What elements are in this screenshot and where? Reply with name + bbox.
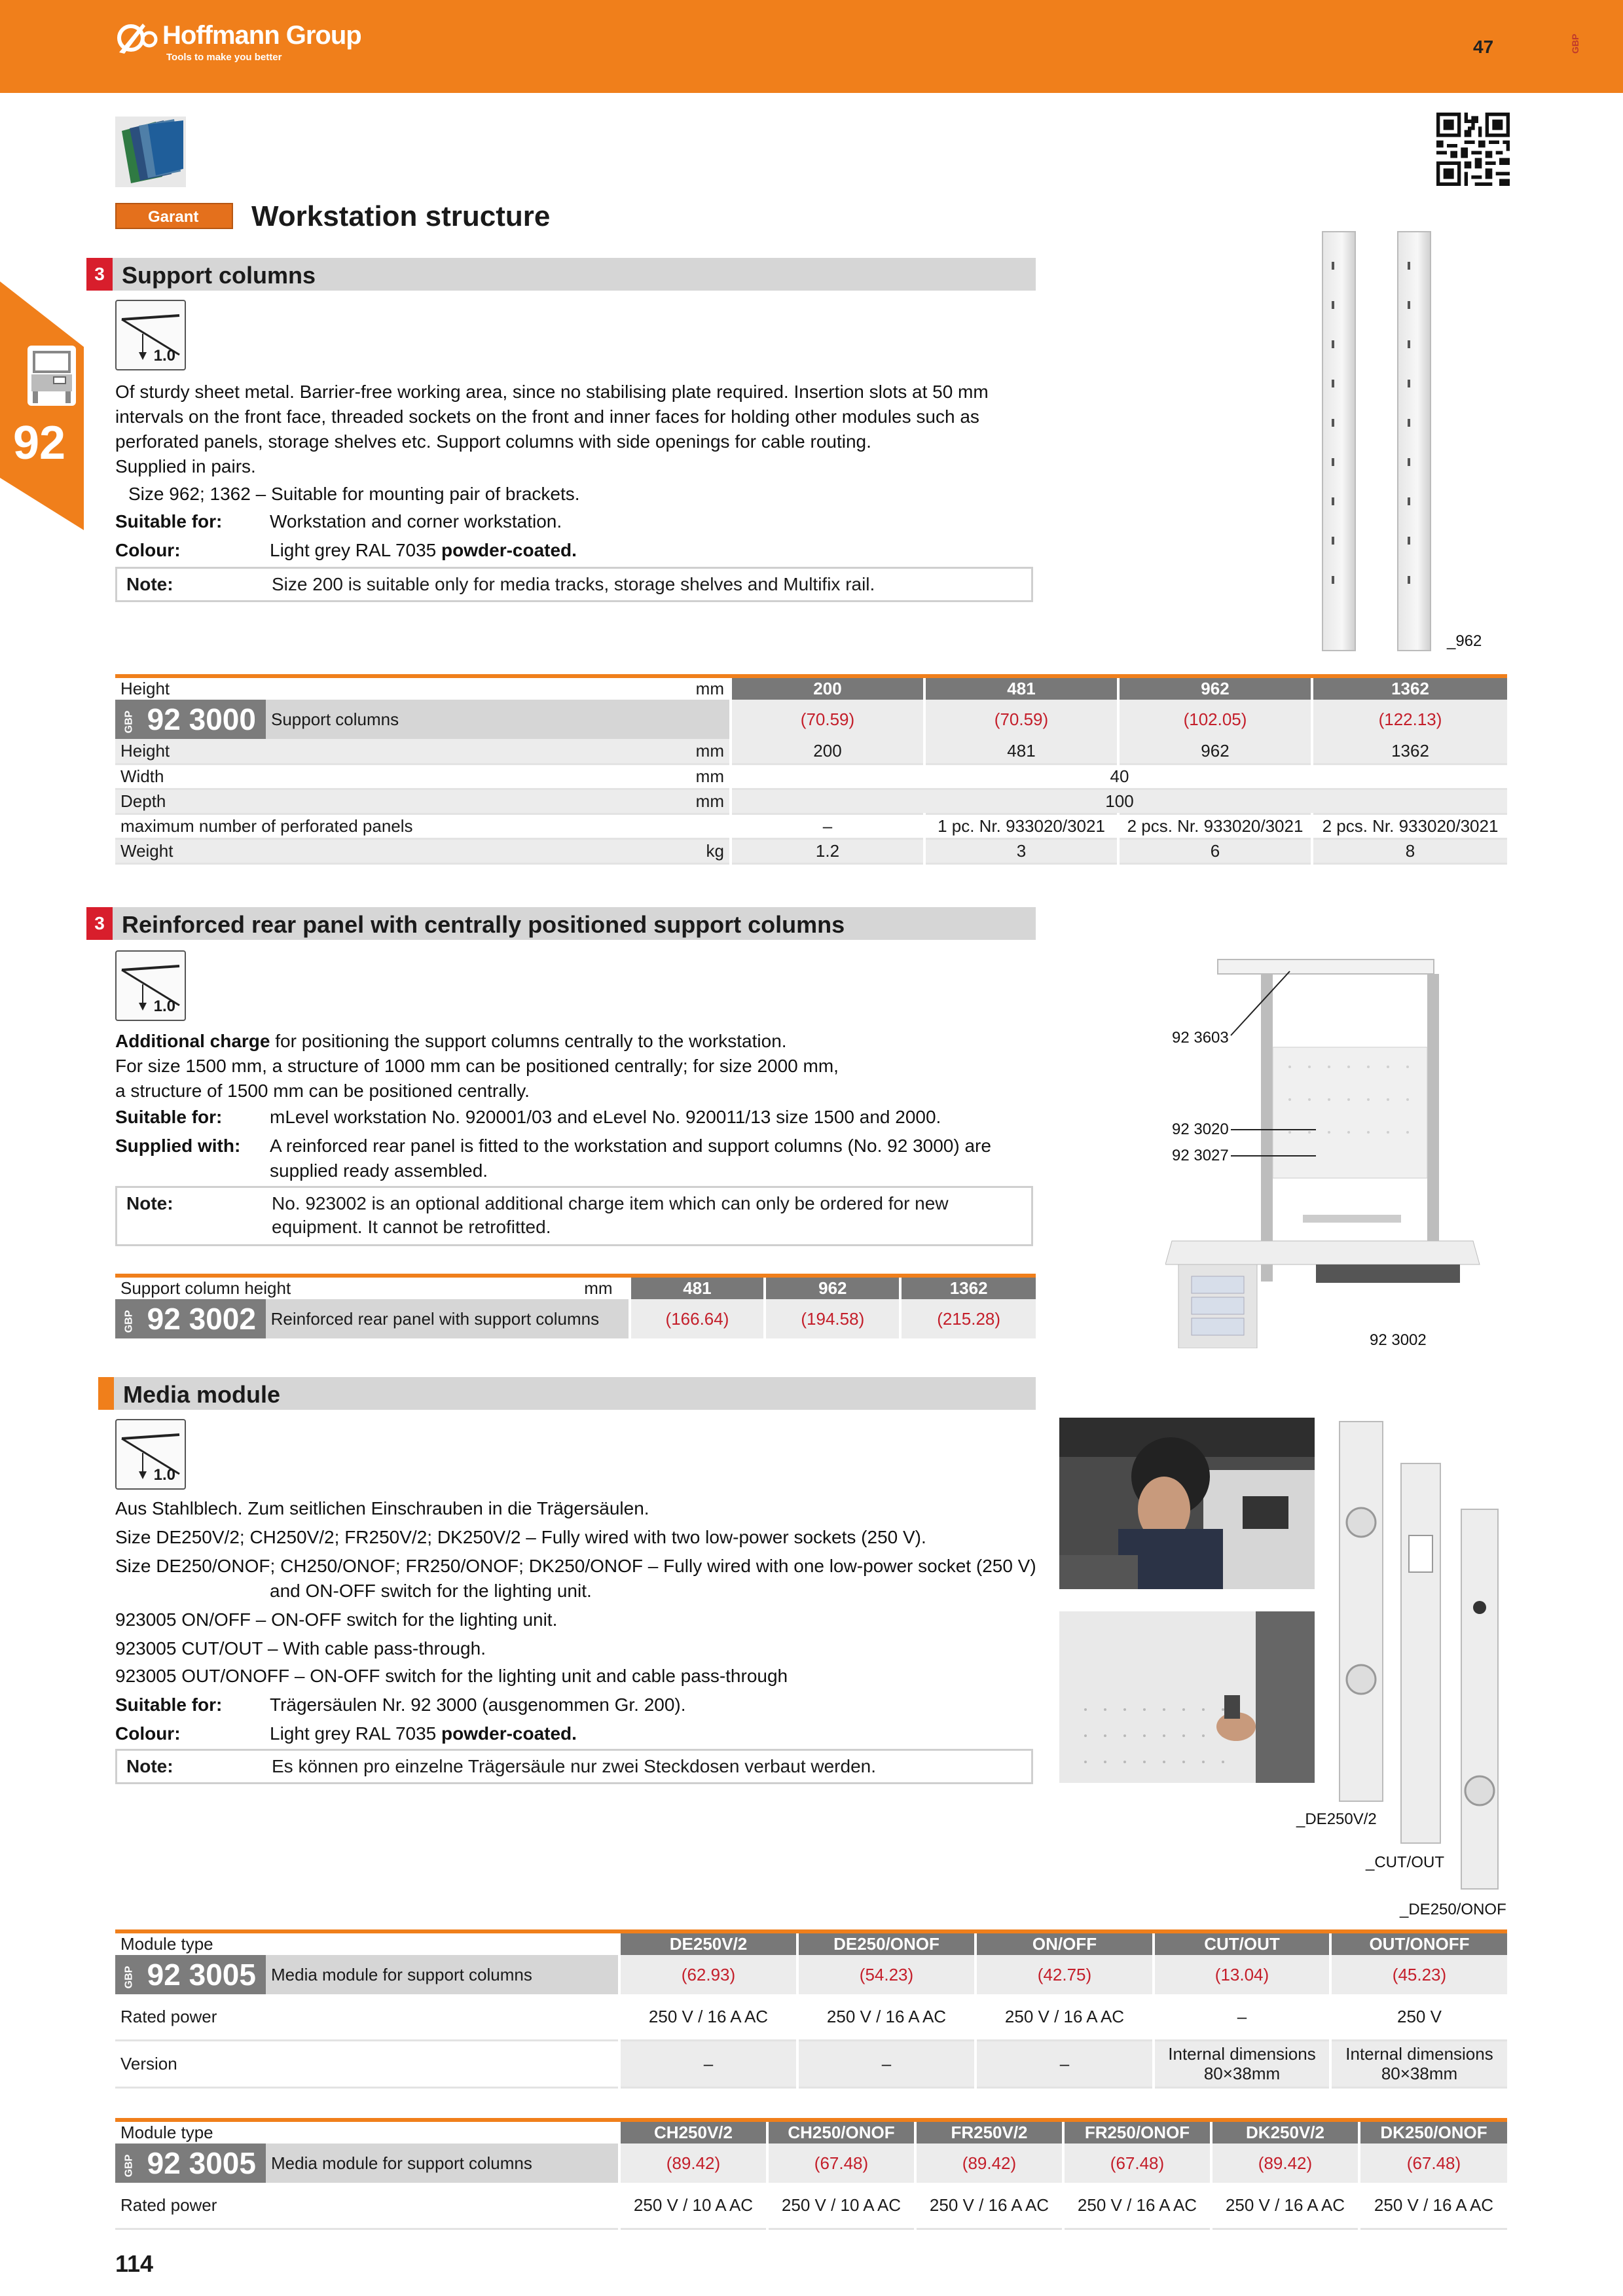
spec-value: 6 [1118, 838, 1312, 863]
size-info: Size 962; 1362 – Suitable for mounting pair of brackets. [128, 484, 580, 504]
size-col: 962 [1118, 676, 1312, 700]
suitable-label: Suitable for: [115, 511, 223, 531]
suitable-row [115, 1693, 1032, 1719]
supplied-value: supplied ready assembled. [270, 1160, 488, 1181]
size-col: 481 [630, 1276, 765, 1299]
size-col: 1362 [1312, 676, 1507, 700]
spec-value: 100 [731, 789, 1507, 814]
note-box [115, 1749, 1033, 1784]
colour-swatch-image [115, 117, 186, 187]
media-module-table-1 [115, 1929, 1507, 2089]
supplied-value: A reinforced rear panel is fitted to the workstation and support columns (No. 92 3000) are [270, 1136, 991, 1156]
suitable-label: Suitable for: [115, 1695, 223, 1715]
rear-panel-table [115, 1274, 1036, 1338]
note-label: Note: [126, 1193, 173, 1213]
head-unit: mm [619, 676, 731, 700]
colour-finish: powder-coated. [441, 1723, 577, 1744]
suitable-value: Workstation and corner workstation. [270, 511, 562, 531]
product-number-text: 92 3005 [147, 2146, 256, 2180]
spec-value: 250 V / 16 A AC [915, 2183, 1063, 2229]
price[interactable]: (42.75) [976, 1955, 1154, 1994]
spec-label: Width [115, 764, 619, 789]
media-module-products-image [1336, 1418, 1519, 1902]
note-text: Es können pro einzelne Trägersäule nur zwei Steckdosen verbaut werden. [272, 1756, 876, 1776]
note-box [115, 1186, 1033, 1246]
description-line: and ON-OFF switch for the lighting unit. [270, 1581, 592, 1601]
size-col: 481 [924, 676, 1118, 700]
spec-value: – [976, 2040, 1154, 2087]
suitable-row [115, 1105, 1032, 1131]
colour-row [115, 538, 1032, 564]
product-name: Media module for support columns [266, 2144, 619, 2183]
price[interactable]: (89.42) [915, 2144, 1063, 2183]
spec-value: – [619, 2040, 797, 2087]
spec-label: maximum number of perforated panels [115, 814, 619, 838]
additional-charge-label: Additional charge [115, 1031, 270, 1051]
description-line: Aus Stahlblech. Zum seitlichen Einschrauben in die Trägersäulen. [115, 1498, 649, 1518]
supplied-label: Supplied with: [115, 1136, 241, 1156]
spec-value: – [797, 2040, 976, 2087]
section-header-support-columns [86, 258, 1036, 291]
suitable-row [115, 509, 1032, 535]
spec-label: Weight [115, 838, 619, 863]
suitable-value: Trägersäulen Nr. 92 3000 (ausgenommen Gr. 200). [270, 1695, 686, 1715]
media-module-table-2 [115, 2118, 1507, 2230]
spec-value: 2 pcs. Nr. 933020/3021 [1118, 814, 1312, 838]
supply-info: Supplied in pairs. [115, 456, 256, 476]
image-caption: _DE250V/2 [1296, 1810, 1377, 1828]
description-line: Size DE250/ONOF; CH250/ONOF; FR250/ONOF; DK250/ONOF – Fully wired with one low-power socket (250 V) [115, 1556, 1036, 1576]
price[interactable]: (89.42) [1211, 2144, 1359, 2183]
colour-value: Light grey RAL 7035 [270, 1723, 442, 1744]
price[interactable]: (67.48) [767, 2144, 915, 2183]
description-line: For size 1500 mm, a structure of 1000 mm can be positioned centrally; for size 2000 mm, [115, 1056, 839, 1076]
spec-value: 250 V / 10 A AC [767, 2183, 915, 2229]
colour-value-wrap [270, 538, 577, 563]
type-col: DE250/ONOF [797, 1931, 976, 1955]
type-col: DE250V/2 [619, 1931, 797, 1955]
product-number: GBP 92 3002 [115, 1299, 266, 1338]
type-col: ON/OFF [976, 1931, 1154, 1955]
brand-logo [117, 21, 361, 63]
price[interactable]: (62.93) [619, 1955, 797, 1994]
price[interactable]: (13.04) [1154, 1955, 1330, 1994]
product-number-text: 92 3000 [147, 702, 256, 736]
spec-value: 250 V / 16 A AC [619, 1994, 797, 2040]
spec-value: 1.2 [731, 838, 924, 863]
product-name: Media module for support columns [266, 1955, 619, 1994]
spec-value: 250 V / 16 A AC [797, 1994, 976, 2040]
price[interactable]: (89.42) [619, 2144, 767, 2183]
section-header-rear-panel [86, 907, 1036, 940]
price[interactable]: (166.64) [630, 1299, 765, 1338]
spec-value: Internal dimensions 80×38mm [1154, 2040, 1330, 2087]
spec-value: 250 V [1330, 1994, 1507, 2040]
section-header-media-module [98, 1377, 1036, 1410]
spec-unit: mm [619, 739, 731, 764]
note-text: equipment. It cannot be retrofitted. [272, 1217, 551, 1237]
type-col: FR250/ONOF [1063, 2120, 1211, 2144]
spec-value: 481 [924, 739, 1118, 764]
section-title: Support columns [122, 262, 316, 289]
colour-label: Colour: [115, 1723, 181, 1744]
description-line: Size DE250V/2; CH250V/2; FR250V/2; DK250V/2 – Fully wired with two low-power sockets (250 V). [115, 1527, 926, 1547]
spec-value: 40 [731, 764, 1507, 789]
load-capacity-icon [115, 1419, 186, 1490]
media-module-photo-panel [1059, 1611, 1315, 1783]
workstation-icon [27, 346, 76, 406]
additional-charge-line [115, 1029, 787, 1054]
colour-value-wrap [270, 1721, 577, 1746]
head-label [115, 1276, 618, 1299]
brand-tagline: Tools to make you better [166, 52, 282, 63]
part-label: 92 3603 [1172, 1029, 1229, 1047]
load-capacity-icon [115, 950, 186, 1021]
product-number: GBP 92 3005 [115, 2144, 266, 2183]
spec-value: 250 V / 16 A AC [976, 1994, 1154, 2040]
product-number-text: 92 3005 [147, 1958, 256, 1992]
head-unit: mm [584, 1278, 613, 1298]
part-label: 92 3027 [1172, 1147, 1229, 1164]
spec-unit: mm [619, 764, 731, 789]
size-col: 200 [731, 676, 924, 700]
spec-value: 3 [924, 838, 1118, 863]
price[interactable]: (194.58) [765, 1299, 900, 1338]
type-col: OUT/ONOFF [1330, 1931, 1507, 1955]
price[interactable]: (70.59) [924, 700, 1118, 739]
spec-value: 1 pc. Nr. 933020/3021 [924, 814, 1118, 838]
load-rating: 1.0 [153, 997, 175, 1015]
part-label: 92 3020 [1172, 1121, 1229, 1138]
product-number-text: 92 3002 [147, 1302, 256, 1336]
load-rating: 1.0 [153, 347, 175, 365]
brand-name: Hoffmann Group [162, 21, 361, 50]
spec-value: Internal dimensions 80×38mm [1330, 2040, 1507, 2087]
spec-value: 250 V / 16 A AC [1211, 2183, 1359, 2229]
price[interactable]: (54.23) [797, 1955, 976, 1994]
section-title: Reinforced rear panel with centrally positioned support columns [122, 911, 845, 938]
section-description: Of sturdy sheet metal. Barrier-free working area, since no stabilising plate required. Insertion slots at 50 mm intervals on the front face, threaded sockets on the front and inner faces for holding other modules such as perforated panels, storage shelves etc. Support columns with side openings for cable routing. [115, 382, 989, 452]
load-rating: 1.0 [153, 1466, 175, 1484]
price[interactable]: (215.28) [900, 1299, 1036, 1338]
image-caption: _CUT/OUT [1366, 1854, 1444, 1871]
spec-unit: mm [619, 789, 731, 814]
supplied-row [115, 1134, 1032, 1186]
price[interactable]: (102.05) [1118, 700, 1312, 739]
description-line: 923005 OUT/ONOFF – ON-OFF switch for the lighting unit and cable pass-through [115, 1666, 788, 1686]
spec-value: 250 V / 10 A AC [619, 2183, 767, 2229]
colour-label: Colour: [115, 540, 181, 560]
spec-label: Rated power [115, 2183, 619, 2229]
spec-value: 1362 [1312, 739, 1507, 764]
price[interactable]: (122.13) [1312, 700, 1507, 739]
colour-row [115, 1721, 1032, 1748]
page-number: 114 [115, 2250, 154, 2277]
support-columns-image [1309, 223, 1440, 661]
head-label: Height [115, 676, 619, 700]
image-caption: 92 3002 [1370, 1331, 1427, 1349]
note-text: Size 200 is suitable only for media tracks, storage shelves and Multifix rail. [272, 574, 875, 594]
image-caption: _962 [1447, 632, 1482, 650]
spec-value: 8 [1312, 838, 1507, 863]
spec-label: Version [115, 2040, 619, 2087]
spec-value: – [731, 814, 924, 838]
garant-badge [115, 203, 233, 229]
price[interactable]: (70.59) [731, 700, 924, 739]
product-number: GBP 92 3000 [115, 700, 266, 739]
description-line: a structure of 1500 mm can be positioned centrally. [115, 1081, 530, 1101]
catalogue-page-number: 47 [1473, 37, 1494, 57]
spec-value: – [1154, 1994, 1330, 2040]
colour-finish: powder-coated. [441, 540, 577, 560]
colour-value: Light grey RAL 7035 [270, 540, 442, 560]
note-label: Note: [126, 1756, 173, 1776]
spec-label: Depth [115, 789, 619, 814]
spec-unit [619, 814, 731, 838]
price[interactable]: (45.23) [1330, 1955, 1507, 1994]
product-name: Support columns [266, 700, 731, 739]
type-col: DK250V/2 [1211, 2120, 1359, 2144]
section-number: 3 [86, 258, 113, 291]
note-box [115, 567, 1033, 602]
qr-code[interactable] [1436, 113, 1510, 186]
spec-value: 250 V / 16 A AC [1063, 2183, 1211, 2229]
suitable-value: mLevel workstation No. 920001/03 and eLevel No. 920011/13 size 1500 and 2000. [270, 1107, 941, 1127]
spec-label: Rated power [115, 1994, 619, 2040]
spec-value: 962 [1118, 739, 1312, 764]
load-capacity-icon [115, 300, 186, 370]
product-name: Reinforced rear panel with support columns [266, 1299, 630, 1338]
description-line: 923005 CUT/OUT – With cable pass-through. [115, 1638, 486, 1659]
type-col: CH250/ONOF [767, 2120, 915, 2144]
note-text: No. 923002 is an optional additional charge item which can only be ordered for new [272, 1193, 949, 1213]
price[interactable]: (67.48) [1359, 2144, 1507, 2183]
section-title: Media module [123, 1381, 281, 1408]
spec-label: Height [115, 739, 619, 764]
type-col: FR250V/2 [915, 2120, 1063, 2144]
section-bullet [98, 1377, 114, 1410]
edition-code: GBP [1570, 33, 1580, 54]
image-caption: _DE250/ONOF [1400, 1901, 1506, 1918]
section-number: 3 [86, 907, 113, 940]
media-module-photo-install [1059, 1418, 1315, 1589]
head-label: Module type [115, 2120, 619, 2144]
description-line: 923005 ON/OFF – ON-OFF switch for the lighting unit. [115, 1609, 558, 1630]
product-number: GBP 92 3005 [115, 1955, 266, 1994]
spec-value: 2 pcs. Nr. 933020/3021 [1312, 814, 1507, 838]
size-col: 1362 [900, 1276, 1036, 1299]
head-label-text: Support column height [120, 1278, 291, 1298]
size-col: 962 [765, 1276, 900, 1299]
suitable-label: Suitable for: [115, 1107, 223, 1127]
head-spacer [618, 1276, 630, 1299]
type-col: DK250/ONOF [1359, 2120, 1507, 2144]
spec-value: 200 [731, 739, 924, 764]
spec-value: 250 V / 16 A AC [1359, 2183, 1507, 2229]
garant-label: Garant [148, 208, 199, 226]
chapter-number: 92 [13, 417, 66, 469]
note-label: Note: [126, 574, 173, 594]
spec-unit: kg [619, 838, 731, 863]
page-title: Workstation structure [251, 200, 551, 232]
price[interactable]: (67.48) [1063, 2144, 1211, 2183]
additional-charge-text: for positioning the support columns centrally to the workstation. [270, 1031, 787, 1051]
support-columns-table [115, 674, 1507, 865]
type-col: CUT/OUT [1154, 1931, 1330, 1955]
type-col: CH250V/2 [619, 2120, 767, 2144]
head-label: Module type [115, 1931, 619, 1955]
